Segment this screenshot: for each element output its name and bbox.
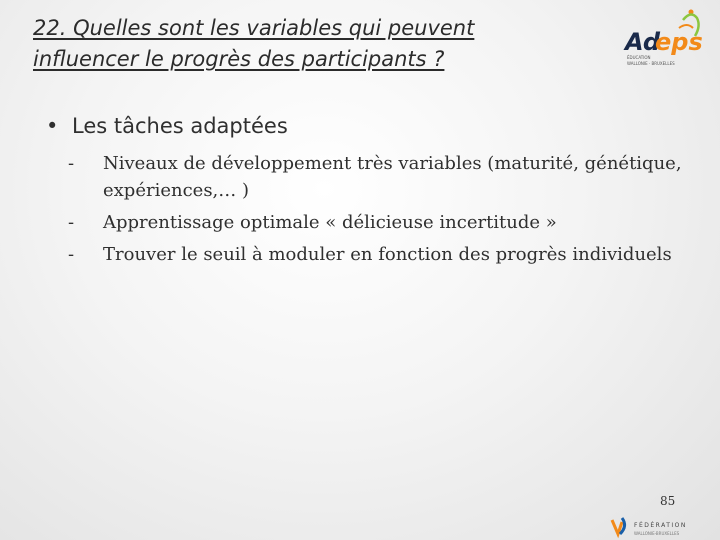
bullet-list (46, 112, 686, 273)
logo-sub2: WALLONIE · BRUXELLES (627, 61, 675, 66)
federation-logo (608, 514, 718, 540)
adeps-logo (617, 6, 713, 72)
bullet-label: Les tâches adaptées (72, 114, 288, 138)
slide-title (33, 13, 553, 75)
sub-bullet-text: Niveaux de développement très variables (maturité, génétique, expériences,… ) (103, 153, 682, 201)
sub-bullet-text: Apprentissage optimale « délicieuse incertitude » (103, 212, 557, 233)
sub-bullet-item (68, 209, 686, 236)
sub-bullet-dash: - (68, 153, 75, 174)
logo-sub1: ÉDUCATION (627, 55, 651, 60)
sub-bullet-item (68, 241, 686, 268)
title-line-2: influencer le progrès des participants ? (33, 47, 445, 71)
title-line-1: 22. Quelles sont les variables qui peuvent (33, 16, 475, 40)
bullet-dot: • (46, 114, 59, 138)
sub-bullet-item (68, 150, 686, 204)
page-number: 85 (660, 494, 676, 508)
sub-bullet-dash: - (68, 212, 75, 233)
logo-brand-eps: eps (655, 28, 703, 56)
footer-logo-text: FÉDÉRATION (634, 522, 687, 529)
bullet-item (46, 112, 686, 140)
logo-brand-ad: Ad (625, 28, 661, 56)
sub-bullet-dash: - (68, 244, 75, 265)
sub-bullet-list (68, 150, 686, 268)
sub-bullet-text: Trouver le seuil à moduler en fonction des progrès individuels (103, 244, 672, 265)
footer-logo-subtext: WALLONIE-BRUXELLES (634, 531, 680, 536)
